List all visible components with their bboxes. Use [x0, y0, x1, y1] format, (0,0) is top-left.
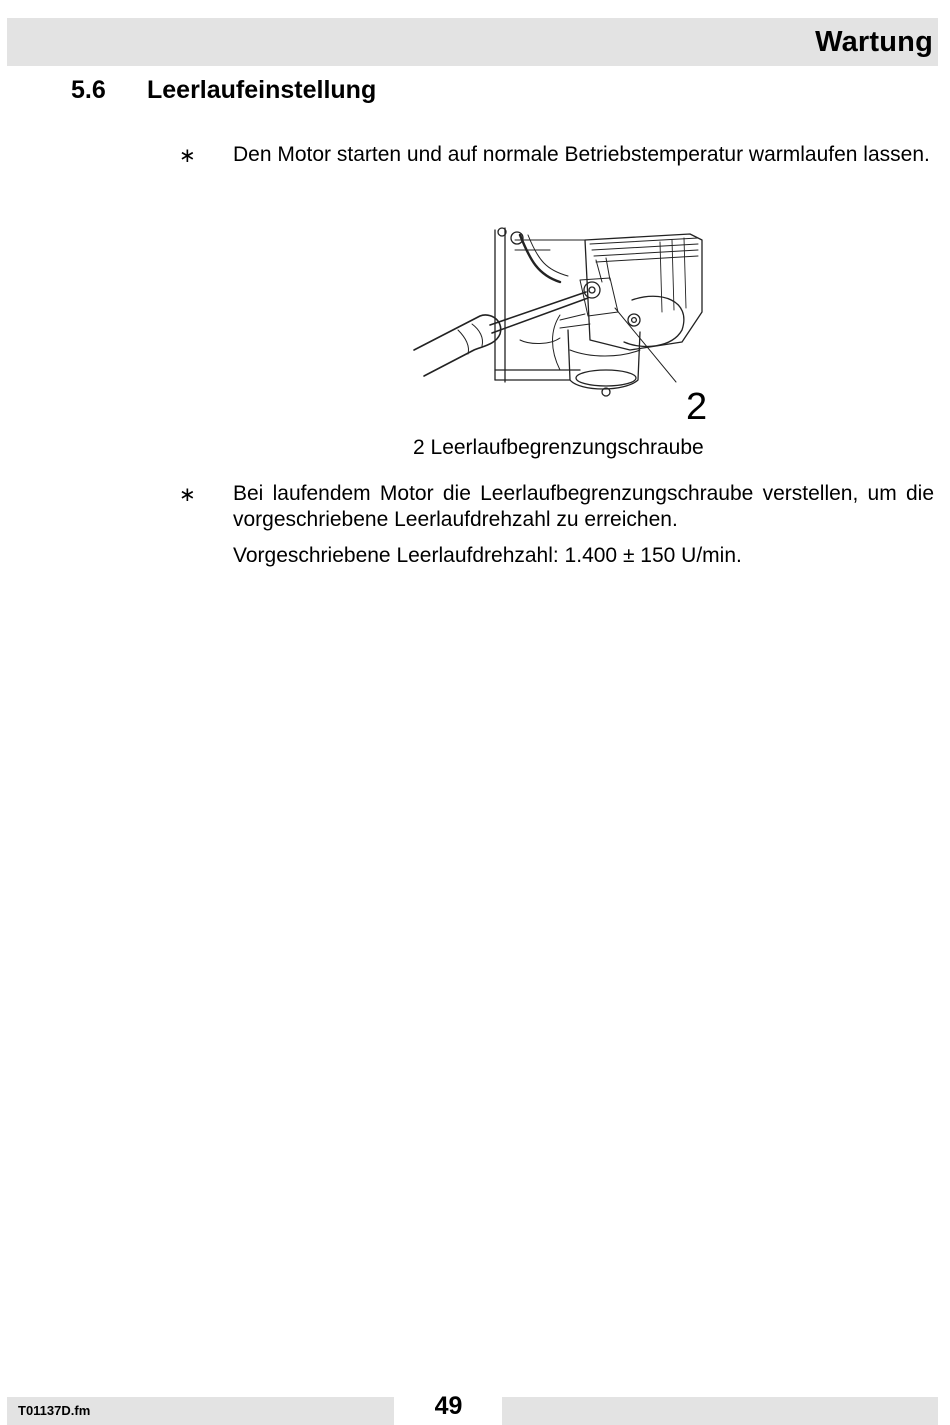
bullet-marker: ∗: [179, 484, 196, 506]
header-band: [7, 18, 938, 66]
section-title: Leerlaufeinstellung: [147, 76, 377, 104]
figure-caption: 2 Leerlaufbegrenzungschraube: [413, 436, 704, 459]
bullet-marker: ∗: [179, 145, 196, 167]
step-2-text: Bei laufendem Motor die Leerlaufbegrenzungschraube verstellen, um die vorgeschriebene Leerlaufdrehzahl zu erreichen.: [233, 482, 934, 531]
footer-filename: T01137D.fm: [18, 1403, 91, 1418]
callout-number: 2: [686, 386, 708, 428]
engine-illustration: [410, 220, 730, 440]
section-heading: [71, 76, 376, 105]
page-number: 49: [434, 1392, 463, 1420]
step-1-text: Den Motor starten und auf normale Betriebstemperatur warmlaufen lassen.: [233, 143, 930, 166]
section-number: 5.6: [71, 76, 106, 104]
chapter-title: Wartung: [815, 26, 933, 58]
footer-band-right: [502, 1397, 938, 1425]
spec-text: Vorgeschriebene Leerlaufdrehzahl: 1.400 ± 150 U/min.: [233, 544, 742, 567]
